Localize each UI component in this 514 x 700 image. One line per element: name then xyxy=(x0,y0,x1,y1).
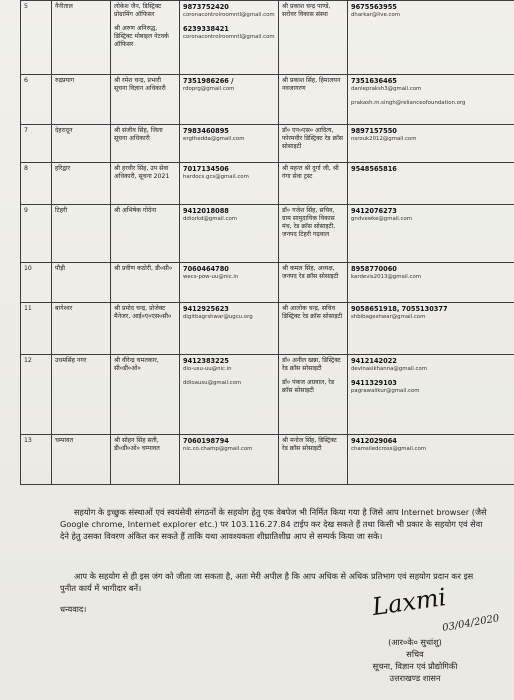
officer-name: श्री रमेश चन्द्र, प्रभारी सूचना विज्ञान अधिकारी xyxy=(114,77,166,92)
ngo-email: dharkar@live.com xyxy=(351,12,401,18)
ngo-contact-block xyxy=(351,99,511,107)
serial-number-cell xyxy=(21,1,52,75)
contact-table xyxy=(20,0,514,485)
ngo-phone: 9897157550 xyxy=(351,127,397,135)
ngo-name-cell xyxy=(279,163,348,205)
ngo-block xyxy=(282,265,344,281)
serial-number: 7 xyxy=(24,127,28,134)
serial-number: 11 xyxy=(24,305,32,312)
ngo-contact-name: डॉ० अनील खन्ना, डिस्ट्रिक्ट रेड क्रॉस सोसाइटी xyxy=(282,357,341,372)
ngo-block xyxy=(282,379,344,395)
table-row xyxy=(21,355,514,435)
officer-name-cell xyxy=(111,435,180,485)
ngo-name-cell xyxy=(279,205,348,263)
officer-contact-cell xyxy=(180,163,279,205)
serial-number-cell xyxy=(21,205,52,263)
ngo-contact-block xyxy=(351,437,511,453)
table-row xyxy=(21,263,514,303)
table-row xyxy=(21,163,514,205)
officer-contact-block xyxy=(183,379,275,387)
officer-phone: 9412383225 xyxy=(183,357,229,365)
officer-name-cell xyxy=(111,205,180,263)
officer-email: ddioausu@gmail.com xyxy=(183,380,242,386)
ngo-contact-cell xyxy=(348,205,514,263)
officer-contact-cell xyxy=(180,1,279,75)
officer-name: श्री हरवीर सिंह, उप सेवा अधिकारी, सूचना 2021 xyxy=(114,165,170,180)
officer-email: ergthedda@gmail.com xyxy=(183,136,245,142)
ngo-block xyxy=(282,437,344,453)
serial-number-cell xyxy=(21,163,52,205)
serial-number: 9 xyxy=(24,207,28,214)
district-name: नैनीताल xyxy=(55,3,73,10)
ngo-phone: 7351636465 xyxy=(351,77,397,85)
officer-name-cell xyxy=(111,163,180,205)
ngo-name-cell xyxy=(279,303,348,355)
serial-number: 10 xyxy=(24,265,32,272)
handwritten-signature: Laxmi xyxy=(370,582,448,622)
ngo-name-cell xyxy=(279,355,348,435)
ngo-name-cell xyxy=(279,1,348,75)
officer-phone: 7017134506 xyxy=(183,165,229,173)
officer-block xyxy=(114,207,176,215)
district-name: चम्पावत xyxy=(55,437,73,444)
ngo-name-cell xyxy=(279,263,348,303)
officer-name: श्री अभिषेक गोदेना xyxy=(114,207,157,214)
ngo-phone: 9411329103 xyxy=(351,379,397,387)
ngo-block xyxy=(282,207,344,239)
officer-name-cell xyxy=(111,125,180,163)
ngo-contact-name: श्री प्रकाश सिंह, हिमालयन नवजागरण xyxy=(282,77,341,92)
officer-contact-cell xyxy=(180,125,279,163)
table-row xyxy=(21,435,514,485)
officer-name-cell xyxy=(111,355,180,435)
signatory-name: (आर०के० सुधांशु) xyxy=(388,637,442,647)
officer-name: श्री प्रवीण कठोरी, डी०सी० xyxy=(114,265,173,272)
serial-number-cell xyxy=(21,263,52,303)
officer-contact-cell xyxy=(180,303,279,355)
district-name: पौड़ी xyxy=(55,265,66,272)
officer-contact-block xyxy=(183,165,275,181)
serial-number-cell xyxy=(21,75,52,125)
ngo-contact-cell xyxy=(348,435,514,485)
ngo-contact-block xyxy=(351,305,511,321)
officer-block xyxy=(114,305,176,321)
district-cell xyxy=(52,1,111,75)
officer-block xyxy=(114,437,176,453)
serial-number-cell xyxy=(21,435,52,485)
serial-number: 8 xyxy=(24,165,28,172)
ngo-contact-cell xyxy=(348,1,514,75)
ngo-block xyxy=(282,165,344,181)
ngo-email: devinasikhanna@gmail.com xyxy=(351,366,428,372)
ngo-contact-cell xyxy=(348,163,514,205)
ngo-contact-name: डॉ० एन०एस० आदित्य, फोरमवीर डिस्ट्रिक्ट रेड क्रॉस सोसाइटी xyxy=(282,127,343,150)
table-row xyxy=(21,303,514,355)
ngo-phone: 9675563955 xyxy=(351,3,397,11)
officer-contact-cell xyxy=(180,75,279,125)
serial-number: 13 xyxy=(24,437,32,444)
officer-phone: 9873752420 xyxy=(183,3,229,11)
officer-contact-block xyxy=(183,207,275,223)
ngo-contact-cell xyxy=(348,303,514,355)
serial-number-cell xyxy=(21,355,52,435)
ngo-name-cell xyxy=(279,125,348,163)
ngo-email: pagrawalikur@gmail.com xyxy=(351,388,420,394)
ngo-name-cell xyxy=(279,435,348,485)
ngo-block xyxy=(282,3,344,19)
ngo-email: gndvewke@gmail.com xyxy=(351,216,413,222)
officer-block xyxy=(114,77,176,93)
district-name: देहरादून xyxy=(55,127,73,134)
officer-block xyxy=(114,25,176,49)
officer-name: लोकेश जैन, डिस्ट्रिक्ट प्रोग्रामिंग ऑफिसर xyxy=(114,3,162,18)
serial-number-cell xyxy=(21,125,52,163)
officer-phone: 6239338421 xyxy=(183,25,229,33)
table-row xyxy=(21,125,514,163)
district-cell xyxy=(52,75,111,125)
officer-contact-block xyxy=(183,265,275,281)
ngo-email: chamsiledcross@gmail.com xyxy=(351,446,427,452)
ngo-contact-block xyxy=(351,127,511,143)
officer-contact-block xyxy=(183,3,275,19)
officer-phone: 9412018088 xyxy=(183,207,229,215)
officer-email: dio-usu-uu@nic.in xyxy=(183,366,232,372)
signatory-government: उत्तराखण्ड शासन xyxy=(389,673,441,683)
ngo-contact-block xyxy=(351,165,511,173)
officer-phone: 7060198794 xyxy=(183,437,229,445)
officer-name: श्री वीरेन्द्र चमतकार, सी०डी०ओ० xyxy=(114,357,159,372)
ngo-contact-block xyxy=(351,357,511,373)
officer-phone: 7983460895 xyxy=(183,127,229,135)
ngo-block xyxy=(282,305,344,321)
signature-block xyxy=(340,636,490,684)
officer-email: coronacontrolroomntl@gmail.com xyxy=(183,12,275,18)
district-cell xyxy=(52,303,111,355)
ngo-contact-block xyxy=(351,77,511,93)
district-name: हरिद्वार xyxy=(55,165,71,172)
officer-contact-cell xyxy=(180,435,279,485)
district-cell xyxy=(52,163,111,205)
officer-email: rdoprg@gmail.com xyxy=(183,86,235,92)
officer-phone: 7060464780 xyxy=(183,265,229,273)
ngo-phone: 9412142022 xyxy=(351,357,397,365)
district-name: रुद्रप्रयाग xyxy=(55,77,75,84)
ngo-contact-name: श्री प्रकाश चन्द्र पाण्डे, सरोवर विकास संस्था xyxy=(282,3,331,18)
officer-name-cell xyxy=(111,263,180,303)
ngo-phone: 9058651918, 7055130377 xyxy=(351,305,448,313)
officer-contact-cell xyxy=(180,205,279,263)
officer-name: श्री अरुण अनिरुद्ध, डिस्ट्रिक्ट मोबाइल नेटवर्क ऑफिसर xyxy=(114,25,169,48)
officer-name: श्री प्रमोद चन्द्र, प्रोजेक्ट मैनेजर, आई०ए०एस०सी० xyxy=(114,305,172,320)
officer-contact-block xyxy=(183,437,275,453)
ngo-name-cell xyxy=(279,75,348,125)
officer-name-cell xyxy=(111,75,180,125)
ngo-contact-cell xyxy=(348,75,514,125)
officer-email: nic.co.champ@gmail.com xyxy=(183,446,253,452)
officer-contact-cell xyxy=(180,355,279,435)
serial-number-cell xyxy=(21,303,52,355)
officer-block xyxy=(114,357,176,373)
signatory-designation: सचिव xyxy=(406,649,424,659)
district-cell xyxy=(52,435,111,485)
district-name: बागेश्वर xyxy=(55,305,73,312)
ngo-contact-block xyxy=(351,265,511,281)
thanks-text: धन्यवाद। xyxy=(60,604,87,614)
ngo-phone: 8958770060 xyxy=(351,265,397,273)
ngo-contact-block xyxy=(351,3,511,19)
ngo-block xyxy=(282,357,344,373)
officer-email: wecs-pow-uu@nic.in xyxy=(183,274,239,280)
officer-name: श्री संजीव सिंह, जिला सूचना अधिकारी xyxy=(114,127,163,142)
district-cell xyxy=(52,355,111,435)
officer-block xyxy=(114,165,176,181)
ngo-email: shbibageshwar@gmail.com xyxy=(351,314,426,320)
ngo-contact-name: श्री कमल सिंह, अध्यक्ष, जनपद रेड क्रॉस सोसाइटी xyxy=(282,265,339,280)
officer-phone: 7351986266 / xyxy=(183,77,234,85)
ngo-email: nsrouk2012@gmail.com xyxy=(351,136,417,142)
ngo-contact-cell xyxy=(348,125,514,163)
officer-email: ddiorkd@gmail.com xyxy=(183,216,237,222)
footer-paragraph-webpage: सहयोग के इच्छुक संस्थाओं एवं स्वयंसेवी संगठनों के सहयोग हेतु एक वेबपेज भी निर्मित किया गया है जिसे आप Internet browser (जैसे Google chrome, Internet explorer etc.) पर 103.116.27.84 टाईप कर देख सकते हैं तथा किसी भी प्रकार के सहयोग एवं सेवा देने हेतु उसका विवरण अंकित कर सकते हैं ताकि यथा आवश्यकता शीघ्रातिशीघ्र आप से सम्पर्क किया जा सके। xyxy=(60,507,487,541)
officer-block xyxy=(114,265,176,273)
officer-email: coronacontrolroomntl@gmail.com xyxy=(183,34,275,40)
officer-contact-block xyxy=(183,305,275,321)
district-name: टिहरी xyxy=(55,207,68,214)
officer-contact-block xyxy=(183,357,275,373)
serial-number: 5 xyxy=(24,3,28,10)
ngo-contact-cell xyxy=(348,355,514,435)
table-row xyxy=(21,1,514,75)
ngo-email: kardevis2013@gmail.com xyxy=(351,274,421,280)
officer-contact-block xyxy=(183,25,275,41)
officer-block xyxy=(114,127,176,143)
ngo-phone: 9412029064 xyxy=(351,437,397,445)
district-name: उधमसिंह नगर xyxy=(55,357,87,364)
ngo-email: prakash.m.singh@relianceofoundation.org xyxy=(351,100,466,106)
officer-contact-cell xyxy=(180,263,279,303)
ngo-contact-name: श्री आलोक चन्द्र, सचिव डिस्ट्रिक्ट रेड क्रॉस सोसाइटी xyxy=(282,305,343,320)
ngo-block xyxy=(282,127,344,151)
district-cell xyxy=(52,125,111,163)
district-cell xyxy=(52,205,111,263)
ngo-contact-name: डॉ० पंकज अग्रवाल, रेड क्रॉस सोसाइटी xyxy=(282,379,335,394)
officer-name: श्री सोहन सिंह सती, डी०डी०ओ० चम्पावत xyxy=(114,437,160,452)
officer-contact-block xyxy=(183,77,275,93)
serial-number: 12 xyxy=(24,357,32,364)
officer-name-cell xyxy=(111,1,180,75)
footer-paragraph-appeal: आप के सहयोग से ही इस जंग को जीता जा सकता है, अतः मेरी अपील है कि आप अधिक से अधिक प्रतिभाग एवं सहयोग प्रदान कर इस पुनीत कार्य में भागीदार बनें। xyxy=(60,571,474,593)
table-row xyxy=(21,75,514,125)
officer-email: digitbagrshwar@ugcu.org xyxy=(183,314,253,320)
signatory-department: सूचना, विज्ञान एवं प्रौद्योगिकी xyxy=(372,661,458,671)
serial-number: 6 xyxy=(24,77,28,84)
table-row xyxy=(21,205,514,263)
ngo-contact-cell xyxy=(348,263,514,303)
signature-date: 03/04/2020 xyxy=(441,613,501,634)
ngo-phone: 9412076273 xyxy=(351,207,397,215)
ngo-contact-name: श्री महन्त श्री दुर्गा जी, श्री गंगा सेवा ट्रस्ट xyxy=(282,165,339,180)
officer-phone: 9412925623 xyxy=(183,305,229,313)
ngo-contact-name: श्री मनोज सिंह, डिस्ट्रिक्ट रेड क्रॉस सोसाइटी xyxy=(282,437,337,452)
ngo-contact-name: डॉ० गजेश सिंह, सचिव, ग्राम सामुदायिक विकास मंच, रेड क्रॉस सोसाइटी, जनपद टिहरी गढ़वाल xyxy=(282,207,336,238)
officer-email: hardocs.gcs@gmail.com xyxy=(183,174,249,180)
district-cell xyxy=(52,263,111,303)
ngo-contact-block xyxy=(351,379,511,395)
ngo-email: danlepraksh3@gmail.com xyxy=(351,86,422,92)
officer-block xyxy=(114,3,176,19)
ngo-phone: 9548565816 xyxy=(351,165,397,173)
officer-name-cell xyxy=(111,303,180,355)
ngo-block xyxy=(282,77,344,93)
ngo-contact-block xyxy=(351,207,511,223)
officer-contact-block xyxy=(183,127,275,143)
